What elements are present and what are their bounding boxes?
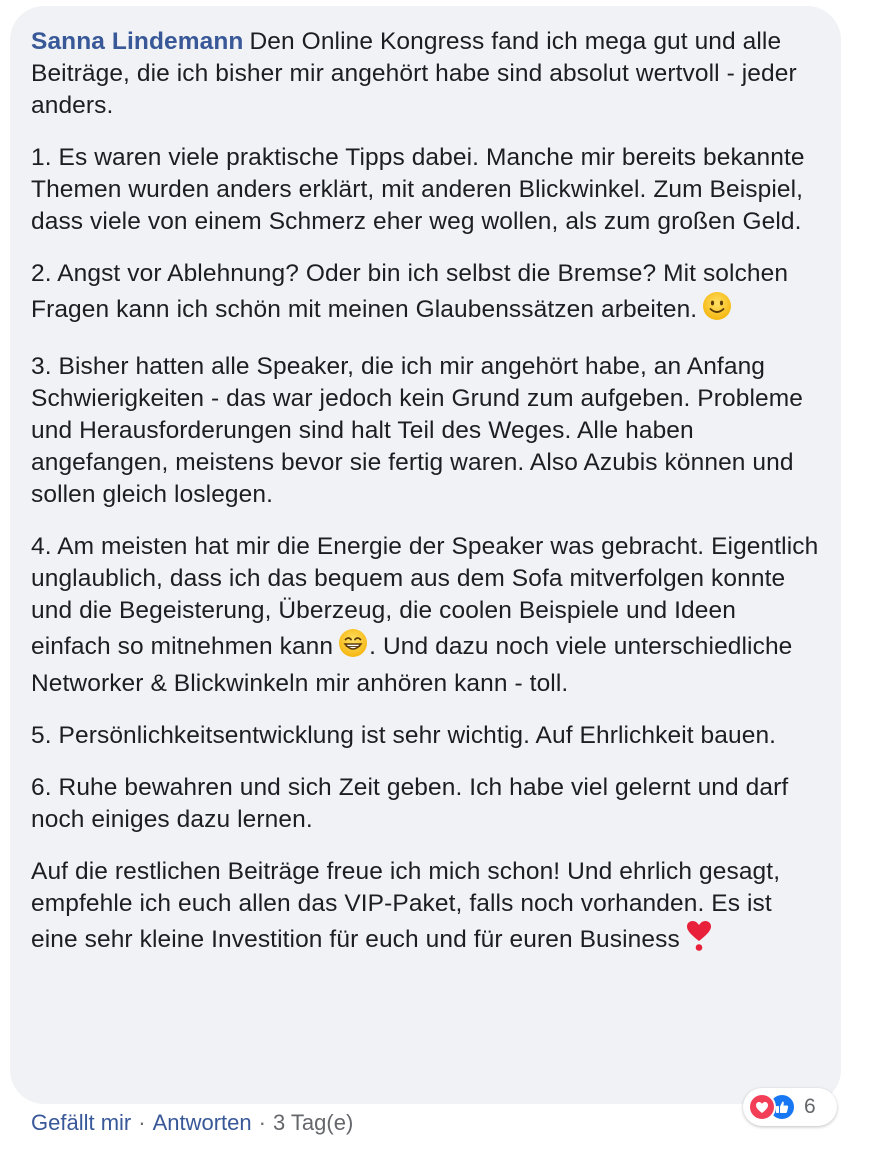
like-button[interactable]: Gefällt mir — [31, 1110, 132, 1135]
comment-paragraph-6 — [31, 772, 821, 836]
paragraph-1-text: 1. Es waren viele praktische Tipps dabei. Manche mir bereits bekannte Themen wurden anders erklärt, mit anderen Blickwinkel. Zum Beispiel, dass viele von einem Schmerz eher weg wollen, als zum großen Geld. — [31, 144, 805, 235]
comment-actions — [31, 1107, 353, 1139]
comment-paragraph-5 — [31, 720, 821, 752]
reactions-count: 6 — [804, 1095, 816, 1118]
separator-dot: · — [138, 1110, 146, 1135]
love-icon — [748, 1093, 776, 1121]
grinning-face-with-smiling-eyes-icon — [337, 627, 369, 668]
paragraph-4-text-b: . Und dazu noch viele unterschiedliche Networker & Blickwinkeln mir anhören kann - toll. — [31, 633, 793, 697]
comment-timestamp[interactable]: 3 Tag(e) — [272, 1110, 354, 1135]
heavy-heart-exclamation-icon — [684, 920, 714, 961]
paragraph-6-text: 6. Ruhe bewahren und sich Zeit geben. Ich habe viel gelernt und darf noch einiges dazu lernen. — [31, 774, 789, 833]
paragraph-2-text: 2. Angst vor Ablehnung? Oder bin ich selbst die Bremse? Mit solchen Fragen kann ich schön mit meinen Glaubenssätzen arbeiten. — [31, 260, 789, 323]
comment-paragraph-4 — [31, 531, 821, 700]
comment-paragraph-3 — [31, 351, 821, 511]
paragraph-5-text: 5. Persönlichkeitsentwicklung ist sehr wichtig. Auf Ehrlichkeit bauen. — [31, 722, 777, 749]
separator-dot: · — [258, 1110, 266, 1135]
reply-button[interactable]: Antworten — [152, 1110, 252, 1135]
reactions-summary[interactable] — [743, 1088, 837, 1126]
comment-intro-text: Den Online Kongress fand ich mega gut und alle Beiträge, die ich bisher mir angehört habe sind absolut wertvoll - jeder anders. — [31, 28, 797, 119]
comment-bubble — [10, 6, 841, 1104]
comment-paragraph-7 — [31, 856, 821, 961]
paragraph-4-text-a: 4. Am meisten hat mir die Energie der Speaker was gebracht. Eigentlich unglaublich, dass ich das bequem aus dem Sofa mitverfolgen konnte und die Begeisterung, Überzeug, die coolen Beispiele und Ideen einfach so mitnehmen kann — [31, 533, 819, 660]
slightly-smiling-face-icon — [701, 290, 733, 331]
comment-paragraph-2 — [31, 258, 821, 331]
comment-paragraph-1 — [31, 142, 821, 238]
comment-intro-paragraph — [31, 26, 821, 122]
paragraph-7-text: Auf die restlichen Beiträge freue ich mich schon! Und ehrlich gesagt, empfehle ich euch allen das VIP-Paket, falls noch vorhanden. Es ist eine sehr kleine Investition für euch und für euren Business — [31, 858, 781, 953]
paragraph-3-text: 3. Bisher hatten alle Speaker, die ich mir angehört habe, an Anfang Schwierigkeiten - das war jedoch kein Grund zum aufgeben. Probleme und Herausforderungen sind halt Teil des Weges. Alle haben angefangen, meistens bevor sie fertig waren. Also Azubis können und sollen gleich loslegen. — [31, 353, 803, 508]
comment-author-link[interactable]: Sanna Lindemann — [31, 28, 244, 55]
